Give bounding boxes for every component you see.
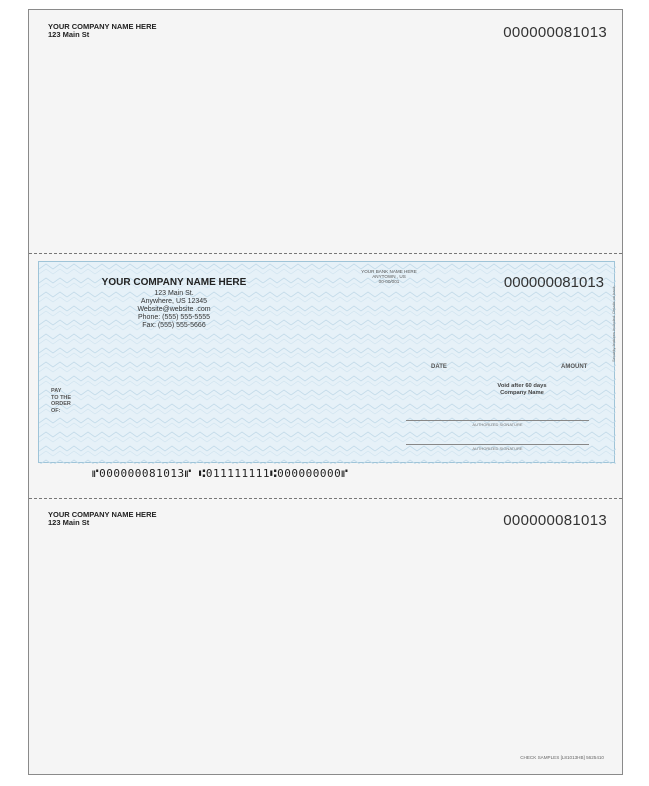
signature-label-2: AUTHORIZED SIGNATURE — [472, 446, 523, 451]
company-city-line: Anywhere, US 12345 — [140, 298, 208, 305]
bank-city: ANYTOWN , US — [372, 274, 406, 279]
company-address-line: 123 Main St. — [154, 290, 194, 297]
void-notice: Void after 60 days Company Name — [497, 383, 547, 396]
check-company-name: YOUR COMPANY NAME HERE — [101, 277, 247, 288]
signature-label-1: AUTHORIZED SIGNATURE — [472, 422, 523, 427]
top-stub-company-name: YOUR COMPANY NAME HERE — [48, 22, 157, 31]
company-phone-line: Phone: (555) 555-5555 — [138, 314, 210, 321]
signature-line-1 — [406, 420, 589, 421]
check-page — [28, 9, 623, 775]
company-fax-line: Fax: (555) 555-5666 — [142, 322, 206, 329]
date-label: DATE — [431, 364, 447, 370]
top-stub — [29, 10, 622, 253]
signature-line-2 — [406, 444, 589, 445]
top-stub-address: 123 Main St — [48, 30, 90, 39]
top-stub-check-number: 000000081013 — [503, 24, 607, 41]
perforation-top — [29, 253, 622, 254]
bottom-stub-address: 123 Main St — [48, 518, 90, 527]
bottom-stub-company-name: YOUR COMPANY NAME HERE — [48, 510, 157, 519]
company-website-line: Website@website .com — [137, 306, 211, 313]
bank-fraction: 00-00/001 — [378, 279, 400, 284]
bottom-stub-check-number: 000000081013 — [503, 512, 607, 529]
amount-label: AMOUNT — [561, 364, 588, 370]
check-number: 000000081013 — [503, 274, 604, 291]
check-body: YOUR COMPANY NAME HERE 123 Main St. Anywhere, US 12345 Website@website .com Phone: (555) 555-5555 Fax: (555) 555-5666 YOUR BANK NAME HERE ANYTOWN , US 00-00/001 000000081013 DATE AMOUNT PAY TO THE ORDER OF: Void after 60 days Company Name AUTHORIZED SIGNATURE AUTHORIZED SIGNATURE Security features included. Details on back. — [38, 261, 615, 463]
bottom-stub — [29, 498, 622, 774]
pay-to-label: PAY TO THE ORDER OF: — [51, 388, 72, 414]
bank-name: YOUR BANK NAME HERE — [361, 269, 417, 274]
footer-code: CHECK SAMPLES [L81013HB] 5625410 — [520, 755, 604, 760]
micr-line: ⑈000000081013⑈ ⑆011111111⑆000000000⑈ — [92, 467, 349, 480]
